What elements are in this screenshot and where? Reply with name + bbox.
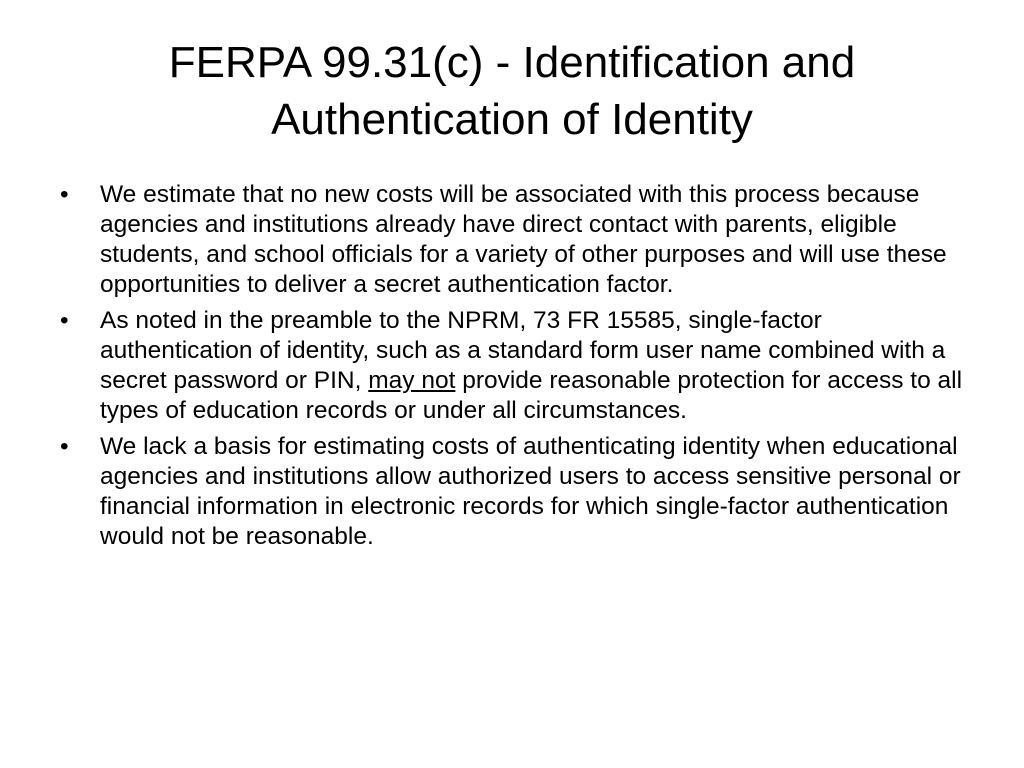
slide-title [60, 34, 964, 148]
bullet-text: We estimate that no new costs will be associated with this process because agencies and institutions already have direct contact with parents, eligible students, and school officials for a variety of other purposes and will use these opportunities to deliver a secret authentication factor. [100, 181, 947, 298]
bullet-marker: • [60, 181, 69, 208]
underlined-emphasis: may not [368, 367, 456, 394]
bullet-text: We lack a basis for estimating costs of authenticating identity when educational agencies and institutions allow authorized users to access sensitive personal or financial information in electronic records for which single-factor authentication would not be reasonable. [100, 433, 961, 550]
bullet-marker: • [60, 307, 69, 334]
bullet-text-after: provide reasonable protection for access to all types of education records or under all circumstances. [100, 367, 963, 424]
bullet-text [100, 307, 962, 424]
bullet-marker: • [60, 433, 69, 460]
slide-title-line-1: FERPA 99.31(c) - Identification and [168, 38, 856, 87]
bullet-item [56, 306, 976, 426]
bullet-item [56, 180, 976, 300]
bullet-text-before: As noted in the preamble to the NPRM, 73 FR 15585, single-factor authentication of identity, such as a standard form user name combined with a secret password or PIN, [100, 307, 946, 394]
bullet-list [56, 180, 976, 558]
bullet-item [56, 432, 976, 552]
slide-title-line-2: Authentication of Identity [271, 95, 753, 144]
